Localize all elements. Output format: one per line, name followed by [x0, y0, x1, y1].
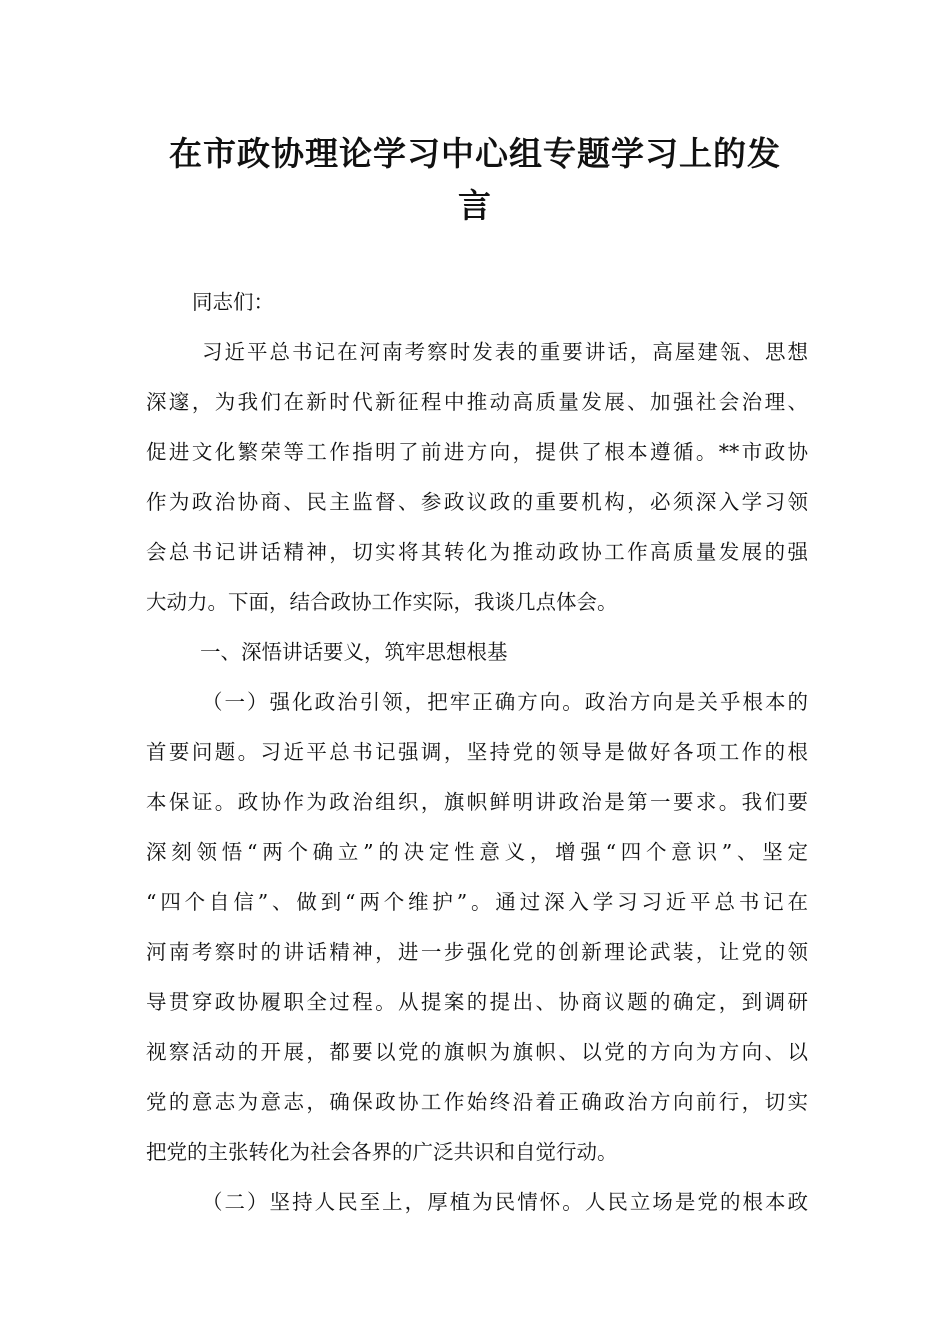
document-body — [146, 277, 808, 1227]
paragraph-line: 首要问题。习近平总书记强调，坚持党的领导是做好各项工作的根 — [146, 740, 808, 764]
paragraph-line: 河南考察时的讲话精神，进一步强化党的创新理论武装，让党的领 — [146, 940, 808, 964]
paragraph-people-first — [146, 1177, 808, 1227]
paragraph-line: 会总书记讲话精神，切实将其转化为推动政协工作高质量发展的强 — [146, 540, 808, 564]
paragraph-line: 本保证。政协作为政治组织，旗帜鲜明讲政治是第一要求。我们要 — [146, 790, 808, 814]
paragraph-intro — [146, 327, 808, 627]
paragraph-political-guidance — [146, 677, 808, 1177]
paragraph-line: 导贯穿政协履职全过程。从提案的提出、协商议题的确定，到调研 — [146, 990, 808, 1014]
section-heading-text: 一、深悟讲话要义，筑牢思想根基 — [200, 640, 508, 664]
paragraph-line: （一）强化政治引领，把牢正确方向。政治方向是关乎根本的 — [202, 690, 808, 714]
paragraph-line: 深刻领悟“两个确立”的决定性意义，增强“四个意识”、坚定 — [146, 840, 808, 864]
paragraph-line: 把党的主张转化为社会各界的广泛共识和自觉行动。 — [146, 1140, 618, 1164]
section-heading-1 — [146, 627, 808, 677]
salutation-text: 同志们： — [192, 290, 274, 314]
paragraph-line: 深邃，为我们在新时代新征程中推动高质量发展、加强社会治理、 — [146, 390, 808, 414]
salutation — [146, 277, 808, 327]
paragraph-line: 习近平总书记在河南考察时发表的重要讲话，高屋建瓴、思想 — [202, 340, 808, 364]
paragraph-line: （二）坚持人民至上，厚植为民情怀。人民立场是党的根本政 — [202, 1190, 808, 1214]
paragraph-line: “四个自信”、做到“两个维护”。通过深入学习习近平总书记在 — [146, 890, 808, 914]
paragraph-line: 视察活动的开展，都要以党的旗帜为旗帜、以党的方向为方向、以 — [146, 1040, 808, 1064]
paragraph-line: 作为政治协商、民主监督、参政议政的重要机构，必须深入学习领 — [146, 490, 808, 514]
paragraph-line: 党的意志为意志，确保政协工作始终沿着正确政治方向前行，切实 — [146, 1090, 808, 1114]
title-line-1: 在市政协理论学习中心组专题学习上的发 — [169, 134, 781, 173]
document-title — [140, 128, 810, 232]
paragraph-line: 大动力。下面，结合政协工作实际，我谈几点体会。 — [146, 590, 618, 614]
title-line-2: 言 — [458, 186, 492, 225]
paragraph-line: 促进文化繁荣等工作指明了前进方向，提供了根本遵循。**市政协 — [146, 440, 808, 464]
